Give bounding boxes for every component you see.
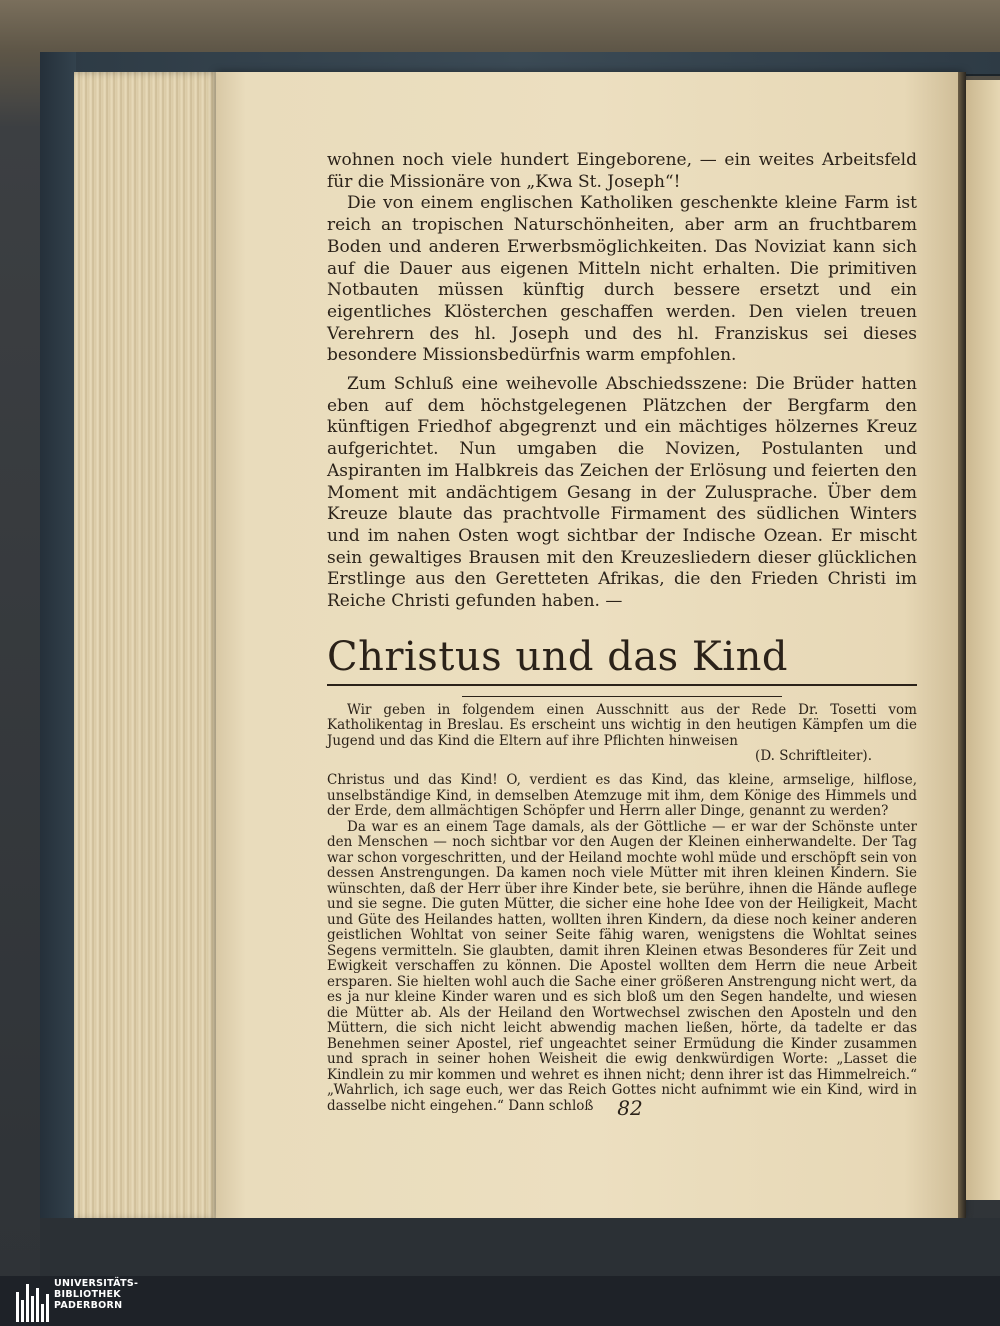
logo-line-1: UNIVERSITÄTS- [54, 1278, 139, 1289]
body-paragraph-2: Da war es an einem Tage damals, als der Göttliche — er war der Schönste unter den Menschen — noch sichtbar vor den Augen der Kleinen einherwandelte. Der Tag war schon vorgeschritten, und der Heiland mochte wohl müde und erschöpft sein von dessen Anstrengungen. Da kamen noch viele Mütter mit ihren kleinen Kindern. Sie wünschten, daß der Herr über ihre Kinder bete, sie berühre, ihnen die Hände auflege und sie segne. Die guten Mütter, die sicher eine hohe Idee von der Heiligkeit, Macht und Güte des Heilandes hatten, wollten ihren Kindern, da diese noch keiner anderen geistlichen Wohltat von seiner Seite fähig waren, wenigstens die Wohltat seines Segens vermitteln. Sie glaubten, damit ihren Kleinen etwas Besonderes für Zeit und Ewigkeit verschaffen zu können. Die Apostel wollten dem Herrn die neue Arbeit ersparen. Sie hielten wohl auch die Sache einer größeren Anstrengung nicht wert, da es ja nur kleine Kinder waren und es sich bloß um den Segen handelte, und wiesen die Mütter ab. Als der Heiland den Wortwechsel zwischen den Aposteln und den Müttern, die sich nicht leicht abwendig machen ließen, hörte, da tadelte er das Benehmen seiner Apostel, rief ungeachtet seiner Ermüdung die Kinder zusammen und sprach in seiner hohen Weisheit die ewig denkwürdigen Worte: „Lasset die Kindlein zu mir kommen und wehret es ihnen nicht; denn ihrer ist das Himmelreich.“ „Wahrlich, ich sage euch, wer das Reich Gottes nicht aufnimmt wie ein Kind, wird in dasselbe nicht eingehen.“ Dann schloß [327, 818, 917, 1114]
logo-line-3: PADERBORN [54, 1300, 123, 1311]
paragraph-3: Zum Schluß eine weihevolle Abschiedsszene: Die Brüder hatten eben auf dem höchstgelegenen Plätzchen der Bergfarm den künftigen Friedhof abgegrenzt und ein mächtiges hölzernes Kreuz aufgerichtet. Nun umgaben die Novizen, Postulanten und Aspiranten im Halbkreis das Zeichen der Erlösung und feierten den Moment mit andächtigem Gesang in der Zulusprache. Über dem Kreuze blaute das prachtvolle Firmament des südlichen Winters und im nahen Osten wogt sichtbar der Indische Ozean. Er mischt sein gewaltiges Brausen mit den Kreuzesliedern dieser glücklichen Erstlinge aus den Geretteten Afrikas, die den Frieden Christi im Reiche Christi gefunden haben. — [327, 374, 917, 612]
article-heading: Christus und das Kind [327, 633, 788, 680]
page-text-column [327, 150, 917, 1114]
page-number: 82 [617, 1096, 643, 1120]
page-edges [74, 72, 224, 1220]
paragraph-2: Die von einem englischen Katholiken geschenkte kleine Farm ist reich an tropischen Naturschönheiten, aber arm an fruchtbarem Boden und anderen Erwerbsmöglichkeiten. Das Noviziat kann sich auf die Dauer aus eigenen Mitteln nicht erhalten. Die primitiven Notbauten müssen künftig durch bessere ersetzt und ein eigentliches Klösterchen geschaffen werden. Den vielen treuen Verehrern des hl. Joseph und des hl. Franziskus sei dieses besondere Missionsbedürfnis warm empfohlen. [327, 193, 917, 366]
body-paragraph-1: Christus und das Kind! O, verdient es das Kind, das kleine, armselige, hilflose, unselbständige Kind, in demselben Atemzuge mit ihm, dem Könige des Himmels und der Erde, dem allmächtigen Schöpfer und Herrn aller Dinge, genannt zu werden? [327, 772, 917, 820]
editor-signature: (D. Schriftleiter). [755, 747, 872, 764]
library-logo-text [54, 1278, 138, 1311]
book-gutter [958, 72, 966, 1218]
logo-line-2: BIBLIOTHEK [54, 1289, 121, 1300]
heading-rule [327, 684, 917, 686]
paragraph-1: wohnen noch viele hundert Eingeborene, — ein weites Arbeitsfeld für die Missionäre von „Kwa St. Joseph“! [327, 150, 917, 192]
book-cover-left [40, 52, 76, 1222]
library-logo-icon [14, 1276, 54, 1324]
library-footer [0, 1276, 1000, 1326]
intro-rule [462, 696, 782, 697]
editor-intro: Wir geben in folgendem einen Ausschnitt aus der Rede Dr. Tosetti vom Katholikentag in Breslau. Es erscheint uns wichtig in den heutigen Kämpfen um die Jugend und das Kind die Eltern auf ihre Pflichten hinweisen [327, 701, 917, 749]
book-cover-bottom [40, 1218, 1000, 1276]
facing-page-edge [966, 80, 1000, 1200]
